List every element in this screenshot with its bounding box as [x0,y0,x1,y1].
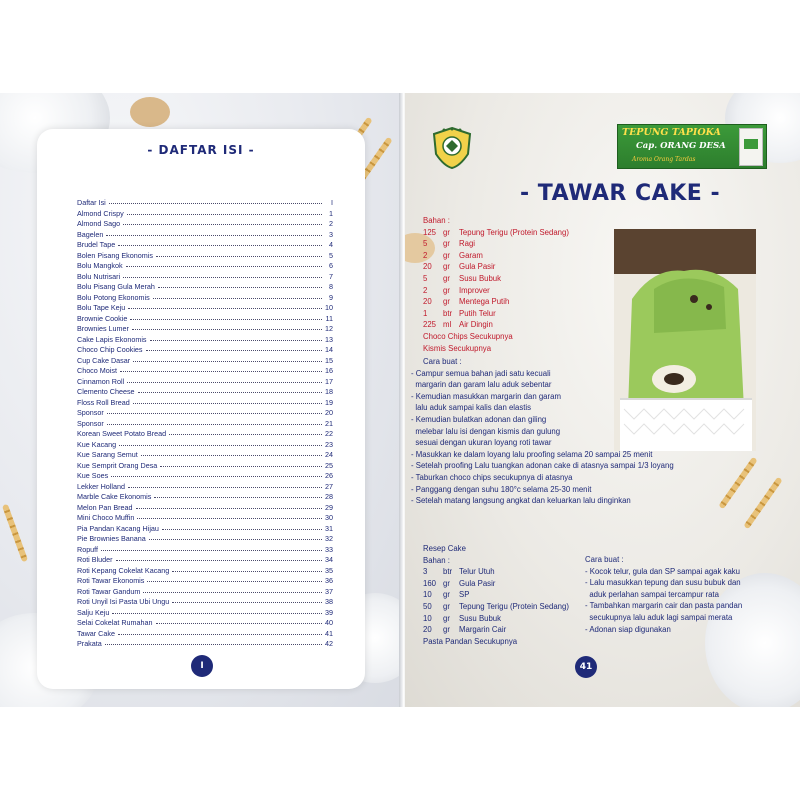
toc-entry-label: Ropuff [77,544,99,554]
ingredient-unit: gr [443,625,450,635]
method-step: - Kocok telur, gula dan SP sampai agak kaku [585,566,741,576]
toc-entry[interactable] [77,293,333,304]
ingredient-row [423,250,569,262]
method-step: sesuai dengan ukuran loyang roti tawar [411,438,552,448]
toc-entry-label: Roti Unyil Isi Pasta Ubi Ungu [77,597,170,606]
toc-leader-dots [153,298,322,299]
toc-entry-page: 8 [329,282,333,291]
cake-recipe-section [423,543,569,647]
toc-entry-label: Lekker Holland [77,481,125,491]
ingredient-row [423,589,569,601]
toc-leader-dots [141,455,322,456]
toc-leader-dots [126,266,322,267]
ingredient-unit: gr [443,250,450,260]
toc-entry[interactable] [77,282,333,293]
toc-leader-dots [149,539,322,540]
ingredient-name: Gula Pasir [459,578,496,588]
toc-leader-dots [143,592,322,593]
method-step: - Setelah matang langsung angkat dan keluarkan lalu dinginkan [411,496,631,506]
method-step: - Setelah proofing Lalu tuangkan adonan cake di atasnya sampai 1/3 loyang [411,461,674,471]
ingredient-qty: 1 [423,308,428,318]
toc-entry-label: Kue Sarang Semut [77,450,138,459]
page-number-badge: I [191,655,213,677]
ingredient-name: Putih Telur [459,308,496,318]
toc-entry[interactable] [77,471,333,482]
toc-entry-page: 29 [325,502,333,512]
ingredient-qty: 50 [423,601,432,611]
toc-entry[interactable] [77,450,333,461]
ingredient-qty: 10 [423,590,432,600]
toc-entry-label: Korean Sweet Potato Bread [77,429,167,438]
toc-entry-page: 21 [325,418,333,428]
toc-entry-page: 32 [325,534,333,543]
left-page [0,93,401,707]
toc-entry-page: 10 [325,303,333,312]
toc-entry-label: Roti Bluder [77,555,113,564]
toc-entry[interactable] [77,198,333,209]
toc-entry-label: Bolu Tape Keju [77,303,126,312]
toc-leader-dots [119,445,322,446]
method-step: - Taburkan choco chips secukupnya di atasnya [411,472,573,482]
cake-method-section [585,554,742,635]
toc-entry-label: Salju Keju [77,607,110,617]
toc-entry[interactable] [77,482,333,493]
toc-leader-dots [158,287,322,288]
toc-entry-label: Kue Semprit Orang Desa [77,460,158,470]
toc-leader-dots [160,466,322,467]
toc-entry-label: Almond Crispy [77,208,124,218]
toc-entry-page: 12 [325,324,333,333]
toc-entry-page: 18 [325,387,333,396]
toc-entry-label: Cup Cake Dasar [77,355,131,365]
ingredient-qty: 20 [423,262,432,272]
ingredient-row [423,238,569,250]
toc-entry-label: Prakata [77,639,102,648]
ingredient-row [423,613,569,625]
toc-entry[interactable] [77,377,333,388]
toc-entry-label: Pia Pandan Kacang Hijau [77,523,159,533]
toc-entry[interactable] [77,608,333,619]
ingredient-qty: 2 [423,285,428,295]
toc-entry-page: 1 [329,208,333,218]
toc-entry-label: Bagelen [77,229,104,239]
method-step: lalu aduk sampai kalis dan elastis [411,403,532,413]
method-step: secukupnya lalu aduk lagi sampai merata [585,612,733,622]
toc-leader-dots [128,308,322,309]
egg-decoration [130,97,170,127]
ingredient-row [423,319,569,331]
toc-entry-page: 27 [325,481,333,491]
toc-entry-label: Roti Tawar Gandum [77,586,141,596]
toc-leader-dots [162,529,322,530]
toc-entry-page: 13 [325,334,333,344]
toc-entry[interactable] [77,587,333,598]
toc-entry-page: 36 [325,576,333,585]
method-step: margarin dan garam lalu aduk sebentar [411,380,552,390]
toc-entry[interactable] [77,503,333,514]
toc-leader-dots [123,224,322,225]
toc-leader-dots [169,434,322,435]
ingredient-name: Susu Bubuk [459,273,502,283]
toc-entry-label: Bolu Potong Ekonomis [77,292,150,302]
toc-entry-page: 6 [329,261,333,270]
toc-leader-dots [146,350,322,351]
page-number-badge: 41 [575,656,597,678]
toc-entry-label: Almond Sago [77,219,121,228]
toc-leader-dots [132,329,322,330]
method-step: - Kemudian masukkan margarin dan garam [411,391,561,401]
toc-entry[interactable] [77,566,333,577]
tapioka-sponsor-banner [617,124,767,169]
ingredient-name: Susu Bubuk [459,613,502,623]
ingredient-name: Margarin Cair [459,625,507,635]
tapioka-package-icon [739,128,763,166]
toc-leader-dots [147,581,322,582]
toc-entry-label: Roti Tawar Ekonomis [77,576,145,585]
toc-entry-page: 38 [325,597,333,606]
method-section [411,356,674,507]
toc-leader-dots [106,235,322,236]
ingredient-unit: gr [443,590,450,600]
toc-entry-page: 19 [325,397,333,407]
toc-entry[interactable] [77,324,333,335]
toc-entry-page: 7 [329,271,333,281]
ingredient-unit: btr [443,567,453,577]
ingredient-list [423,227,569,331]
ingredient-qty: 2 [423,250,428,260]
regency-crest-icon [430,126,474,170]
toc-leader-dots [118,245,322,246]
ingredient-qty: 20 [423,625,432,635]
method-step: aduk perlahan sampai tercampur rata [585,589,719,599]
ingredient-unit: gr [443,227,450,237]
ingredient-qty: 20 [423,297,432,307]
ingredient-name: Gula Pasir [459,262,496,272]
ingredient-name: Ragi [459,239,476,249]
cake-ingredient-list [423,566,569,636]
toc-entry-label: Marble Cake Ekonomis [77,492,152,501]
ingredient-qty: 225 [423,320,437,330]
ingredient-name: Mentega Putih [459,297,510,307]
toc-entry-page: I [331,198,333,207]
toc-entry-page: 26 [325,471,333,480]
toc-entry-label: Clemento Cheese [77,387,135,396]
method-step: - Masukkan ke dalam loyang lalu proofing selama 20 sampai 25 menit [411,449,653,459]
ingredient-name: Tepung Terigu (Protein Sedang) [459,601,569,611]
toc-leader-dots [133,403,322,404]
toc-entry-page: 2 [329,219,333,228]
toc-entry-page: 33 [325,544,333,554]
toc-list [77,198,333,650]
ingredient-unit: gr [443,601,450,611]
ingredient-row [423,566,569,578]
ingredient-row [423,296,569,308]
toc-entry-label: Bolu Pisang Gula Merah [77,282,155,291]
recipe-title: - TAWAR CAKE - [520,181,721,206]
ingredient-name: Tepung Terigu (Protein Sedang) [459,227,569,237]
ingredient-qty: 160 [423,578,437,588]
ingredient-unit: gr [443,239,450,249]
toc-entry-label: Daftar Isi [77,198,106,207]
toc-leader-dots [127,214,322,215]
toc-entry-label: Tawar Cake [77,628,115,638]
toc-entry[interactable] [77,524,333,535]
toc-entry-page: 31 [325,523,333,533]
toc-entry-label: Cinnamon Roll [77,376,125,386]
toc-entry-label: Melon Pan Bread [77,502,133,512]
ingredient-qty: 125 [423,227,437,237]
ingredient-row [423,624,569,636]
method-step: melebar lalu isi dengan kismis dan gulung [411,426,561,436]
toc-entry[interactable] [77,639,333,650]
toc-entry[interactable] [77,534,333,545]
toc-entry[interactable] [77,314,333,325]
sponsor-line1: TEPUNG TAPIOKA [622,127,721,138]
ingredient-row [423,578,569,590]
toc-entry[interactable] [77,555,333,566]
toc-entry[interactable] [77,513,333,524]
toc-entry-page: 5 [329,250,333,260]
ingredient-unit: ml [443,320,452,330]
cake-recipe-heading: Resep Cake [423,544,466,553]
cake-method-heading: Cara buat : [585,555,624,564]
toc-entry[interactable] [77,576,333,587]
toc-leader-dots [138,392,322,393]
ingredient-unit: btr [443,308,453,318]
toc-leader-dots [150,340,322,341]
toc-entry[interactable] [77,461,333,472]
toc-entry-label: Kue Kacang [77,439,117,449]
toc-leader-dots [116,560,322,561]
ingredient-name: Garam [459,250,483,260]
toc-entry[interactable] [77,408,333,419]
toc-leader-dots [154,497,322,498]
ingredient-row [423,601,569,613]
toc-entry-page: 17 [325,376,333,386]
toc-entry-label: Choco Moist [77,366,117,375]
toc-entry-page: 9 [329,292,333,302]
toc-leader-dots [107,424,322,425]
ingredient-row [423,285,569,297]
toc-entry-page: 23 [325,439,333,449]
toc-entry-label: Mini Choco Muffin [77,513,135,522]
toc-entry-page: 34 [325,555,333,564]
toc-entry[interactable] [77,230,333,241]
toc-entry[interactable] [77,597,333,608]
ingredient-unit: gr [443,297,450,307]
toc-entry-label: Cake Lapis Ekonomis [77,334,147,344]
ingredient-name: Telur Utuh [459,567,495,577]
ingredient-unit: gr [443,613,450,623]
toc-leader-dots [156,623,322,624]
ingredient-row [423,227,569,239]
method-step: - Kemudian bulatkan adonan dan giling [411,414,547,424]
toc-entry[interactable] [77,492,333,503]
toc-title: - DAFTAR ISI - [147,143,255,157]
toc-leader-dots [172,602,322,603]
toc-entry-page: 24 [325,450,333,459]
ingredients-heading: Bahan : [423,216,450,225]
ingredient-qty: 3 [423,567,428,577]
ingredients-section [423,215,569,354]
toc-entry-label: Selai Cokelat Rumahan [77,618,153,627]
toc-entry-page: 14 [325,345,333,354]
toc-entry-page: 35 [325,565,333,575]
toc-entry-page: 20 [325,408,333,417]
toc-leader-dots [136,508,322,509]
toc-entry[interactable] [77,419,333,430]
ingredient-row [423,261,569,273]
method-step: - Adonan siap digunakan [585,624,671,634]
wheat-decoration [743,477,782,530]
toc-leader-dots [156,256,322,257]
toc-entry-label: Bolu Nutrisari [77,271,121,281]
toc-entry-label: Floss Roll Bread [77,397,130,407]
toc-entry[interactable] [77,629,333,640]
toc-leader-dots [101,550,322,551]
method-step: - Campur semua bahan jadi satu kecuali [411,368,551,378]
toc-entry[interactable] [77,429,333,440]
toc-leader-dots [118,634,322,635]
book-spread [0,93,800,707]
toc-entry[interactable] [77,261,333,272]
toc-entry-page: 40 [325,618,333,627]
toc-entry-label: Roti Kepang Cokelat Kacang [77,565,170,575]
toc-entry[interactable] [77,303,333,314]
toc-entry[interactable] [77,545,333,556]
ingredient-unit: gr [443,578,450,588]
toc-entry-page: 42 [325,639,333,648]
method-steps [411,368,674,507]
toc-leader-dots [111,476,322,477]
toc-leader-dots [109,203,322,204]
ingredient-qty: 5 [423,273,428,283]
cake-ingredients-heading: Bahan : [423,555,450,565]
toc-entry[interactable] [77,209,333,220]
toc-leader-dots [128,487,322,488]
toc-card [37,129,365,689]
toc-entry-page: 3 [329,229,333,239]
toc-entry[interactable] [77,387,333,398]
toc-entry-page: 30 [325,513,333,522]
toc-leader-dots [123,277,322,278]
toc-entry-page: 25 [325,460,333,470]
toc-entry-page: 41 [325,628,333,638]
toc-entry-label: Pie Brownies Banana [77,534,146,543]
ingredient-qty: 10 [423,613,432,623]
toc-entry[interactable] [77,251,333,262]
toc-leader-dots [127,382,322,383]
toc-entry-page: 28 [325,492,333,501]
toc-entry-label: Kue Soes [77,471,109,480]
method-step: - Tambahkan margarin cair dan pasta pandan [585,601,743,611]
wheat-decoration [2,504,28,562]
toc-entry-label: Bolu Mangkok [77,261,123,270]
toc-leader-dots [112,613,322,614]
toc-entry[interactable] [77,272,333,283]
sponsor-line2: Cap. ORANG DESA [636,141,726,151]
right-page [405,93,800,707]
toc-entry[interactable] [77,366,333,377]
cake-extra: Pasta Pandan Secukupnya [423,636,518,646]
toc-entry-page: 37 [325,586,333,596]
toc-entry-page: 15 [325,355,333,365]
method-heading: Cara buat : [423,357,462,366]
toc-entry-label: Choco Chip Cookies [77,345,143,354]
ingredient-unit: gr [443,285,450,295]
toc-leader-dots [107,413,322,414]
ingredient-extra: Kismis Secukupnya [423,343,492,353]
sponsor-line3: Aroma Orang Tardas [632,156,696,163]
toc-entry[interactable] [77,398,333,409]
toc-leader-dots [130,319,322,320]
toc-entry-label: Brudel Tape [77,240,116,249]
ingredient-name: Air Dingin [459,320,493,330]
toc-entry[interactable] [77,240,333,251]
toc-leader-dots [105,644,322,645]
toc-entry-label: Brownie Cookie [77,313,128,323]
toc-entry-page: 4 [329,240,333,249]
toc-entry[interactable] [77,219,333,230]
ingredient-qty: 5 [423,239,428,249]
toc-entry-label: Sponsor [77,408,104,417]
toc-leader-dots [120,371,322,372]
toc-entry-page: 11 [325,313,333,323]
ingredient-row [423,308,569,320]
toc-entry-page: 22 [325,429,333,438]
toc-leader-dots [172,571,322,572]
toc-entry[interactable] [77,356,333,367]
ingredient-unit: gr [443,262,450,272]
toc-entry-page: 16 [325,366,333,375]
toc-leader-dots [137,518,322,519]
ingredient-name: SP [459,590,470,600]
ingredient-unit: gr [443,273,450,283]
toc-leader-dots [133,361,322,362]
cake-method-steps [585,566,742,636]
ingredient-row [423,273,569,285]
toc-entry-label: Sponsor [77,418,104,428]
toc-entry-page: 39 [325,607,333,617]
method-step: - Lalu masukkan tepung dan susu bubuk dan [585,578,741,588]
toc-entry[interactable] [77,618,333,629]
toc-entry[interactable] [77,345,333,356]
method-step: - Panggang dengan suhu 180°c selama 25-30 menit [411,484,592,494]
ingredient-name: Improver [459,285,490,295]
toc-entry-label: Bolen Pisang Ekonomis [77,250,153,260]
toc-entry[interactable] [77,335,333,346]
ingredient-extra: Choco Chips Secukupnya [423,331,513,341]
toc-entry-label: Brownies Lumer [77,324,129,333]
wheat-decoration [718,457,757,510]
toc-entry[interactable] [77,440,333,451]
